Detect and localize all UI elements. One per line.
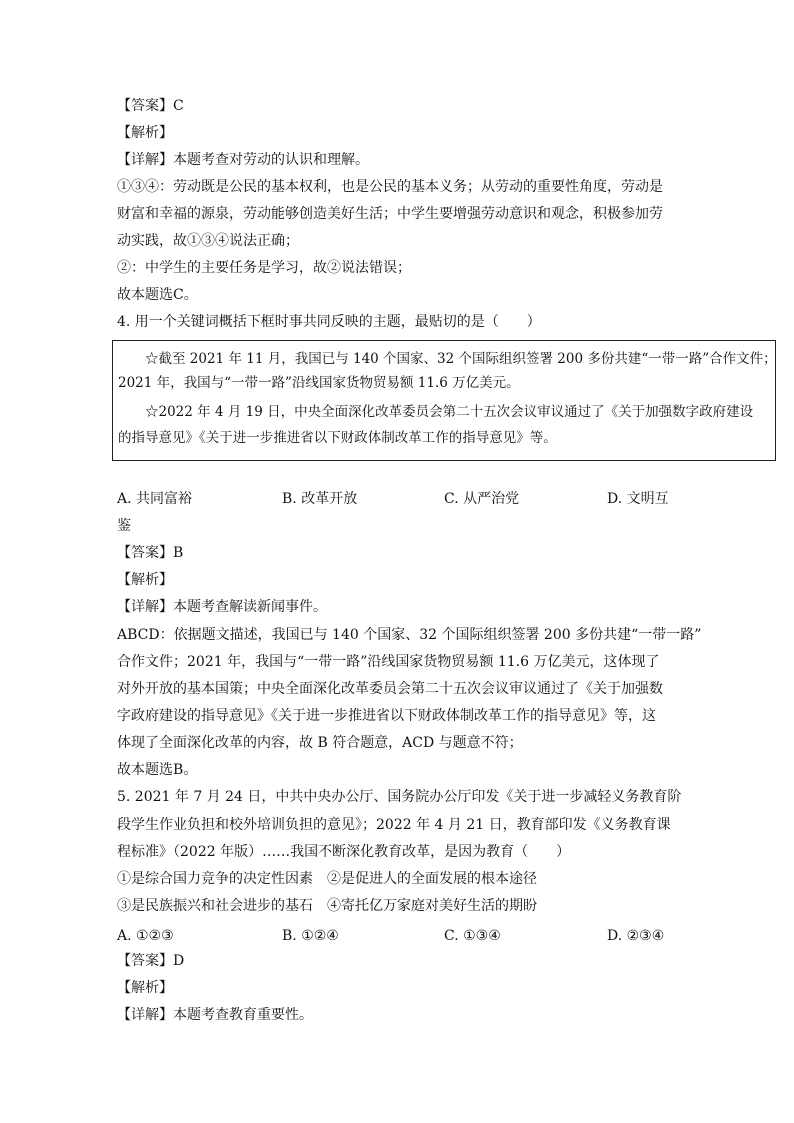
q4-option-b: B. 改革开放 bbox=[282, 491, 358, 507]
q4-box-line: ☆截至 2021 年 11 月，我国已与 140 个国家、32 个国际组织签署 200 多份共建“一带一路”合作文件； bbox=[145, 351, 777, 367]
q4-stem: 4. 用一个关键词概括下框时事共同反映的主题，最贴切的是（ ） bbox=[117, 314, 541, 330]
q4-box-line: 的指导意见》《关于进一步推进省以下财政体制改革工作的指导意见》等。 bbox=[118, 430, 557, 446]
q4-body-line: 字政府建设的指导意见》《关于进一步推进省以下财政体制改革工作的指导意见》等，这 bbox=[117, 708, 656, 724]
q4-body-line: 体现了全面深化改革的内容，故 B 符合题意，ACD 与题意不符； bbox=[117, 735, 523, 751]
q4-news-box bbox=[112, 340, 776, 461]
q4-analysis-heading: 【解析】 bbox=[117, 572, 173, 588]
q4-body-line: ABCD：依据题文描述，我国已与 140 个国家、32 个国际组织签署 200 多份共建“一带一路” bbox=[117, 627, 702, 643]
q3-body-line: 动实践，故①③④说法正确； bbox=[117, 233, 299, 249]
q5-stem-line: 段学生作业负担和校外培训负担的意见》；2022 年 4 月 21 日，教育部印发《义务教育课 bbox=[117, 817, 671, 833]
q5-statement-line: ①是综合国力竞争的决定性因素 ②是促进人的全面发展的根本途径 bbox=[117, 871, 537, 887]
q4-option-d: D. 文明互 bbox=[607, 491, 669, 507]
q5-answer: 【答案】D bbox=[117, 953, 185, 969]
q3-body-line: 故本题选C。 bbox=[117, 287, 198, 303]
q5-option-c: C. ①③④ bbox=[444, 928, 501, 944]
q4-detail: 【详解】本题考查解读新闻事件。 bbox=[117, 599, 327, 615]
q5-option-a: A. ①②③ bbox=[117, 928, 174, 944]
q4-body-line: 对外开放的基本国策；中央全面深化改革委员会第二十五次会议审议通过了《关于加强数 bbox=[117, 681, 663, 697]
q4-option-a: A. 共同富裕 bbox=[117, 491, 193, 507]
q4-option-c: C. 从严治党 bbox=[444, 491, 520, 507]
q3-body-line: ②：中学生的主要任务是学习，故②说法错误； bbox=[117, 260, 411, 276]
q3-body-line: ①③④：劳动既是公民的基本权利，也是公民的基本义务；从劳动的重要性角度，劳动是 bbox=[117, 179, 663, 195]
q3-analysis-heading: 【解析】 bbox=[117, 125, 173, 141]
q5-option-d: D. ②③④ bbox=[607, 928, 665, 944]
q4-box-line: ☆2022 年 4 月 19 日，中央全面深化改革委员会第二十五次会议审议通过了《关于加强数字政府建设 bbox=[145, 404, 754, 420]
q4-option-d-wrap: 鉴 bbox=[117, 518, 131, 534]
q3-answer: 【答案】C bbox=[117, 98, 184, 114]
q4-body-line: 合作文件；2021 年，我国与“一带一路”沿线国家货物贸易额 11.6 万亿美元，这体现了 bbox=[117, 654, 660, 670]
q3-detail: 【详解】本题考查对劳动的认识和理解。 bbox=[117, 152, 369, 168]
q4-body-line: 故本题选B。 bbox=[117, 762, 198, 778]
q3-body-line: 财富和幸福的源泉，劳动能够创造美好生活；中学生要增强劳动意识和观念，积极参加劳 bbox=[117, 206, 663, 222]
q5-stem-line: 程标准》（2022 年版）……我国不断深化教育改革，是因为教育（ ） bbox=[117, 844, 571, 860]
q4-box-line: 2021 年，我国与“一带一路”沿线国家货物贸易额 11.6 万亿美元。 bbox=[118, 375, 520, 391]
q5-statement-line: ③是民族振兴和社会进步的基石 ④寄托亿万家庭对美好生活的期盼 bbox=[117, 898, 537, 914]
q5-option-b: B. ①②④ bbox=[282, 928, 339, 944]
q4-answer: 【答案】B bbox=[117, 545, 184, 561]
q5-detail: 【详解】本题考查教育重要性。 bbox=[117, 1007, 313, 1023]
q5-stem-line: 5. 2021 年 7 月 24 日，中共中央办公厅、国务院办公厅印发《关于进一步减轻义务教育阶 bbox=[117, 789, 682, 805]
q5-analysis-heading: 【解析】 bbox=[117, 980, 173, 996]
